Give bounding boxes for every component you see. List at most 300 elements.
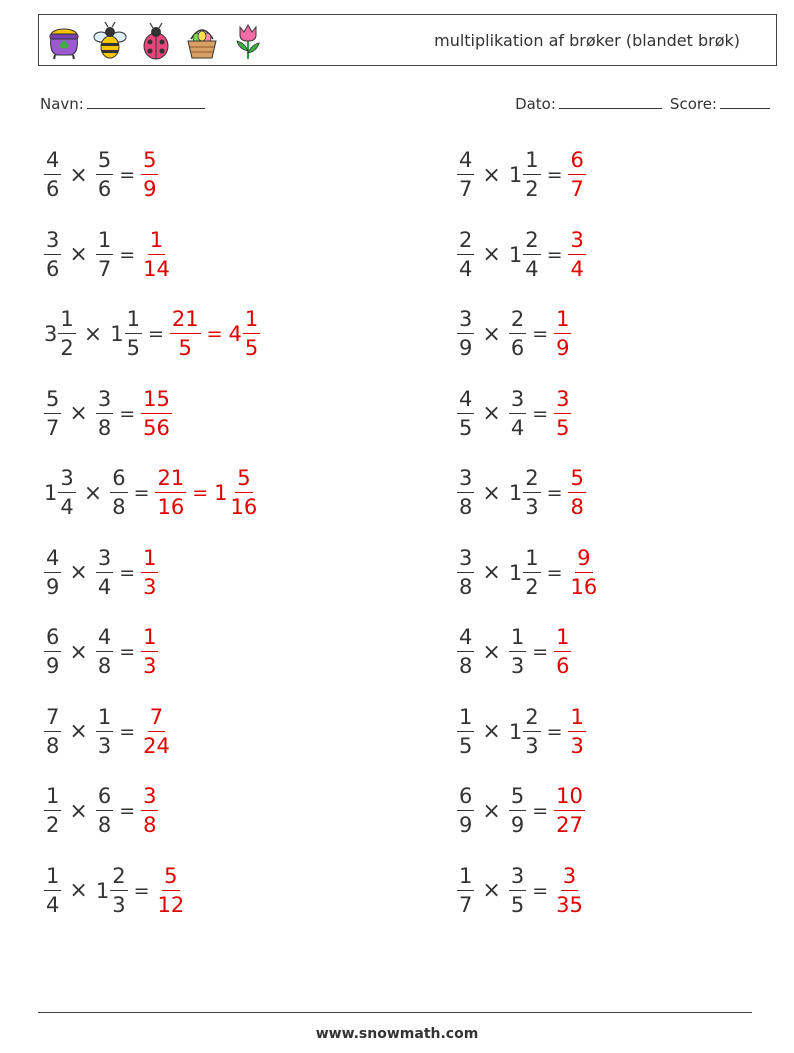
fraction	[457, 227, 474, 281]
denominator: 4	[525, 256, 539, 281]
denominator: 6	[556, 654, 570, 678]
fraction	[509, 863, 526, 917]
fraction	[96, 227, 113, 281]
mixed-number	[110, 309, 142, 359]
equals-sign: =	[546, 164, 563, 186]
numerator: 3	[96, 548, 113, 573]
fraction	[509, 786, 526, 836]
denominator: 8	[459, 654, 473, 678]
numerator: 5	[509, 786, 526, 811]
whole-part: 1	[508, 719, 523, 744]
numerator: 5	[162, 866, 179, 891]
fraction	[44, 704, 61, 758]
equals-sign: =	[206, 323, 223, 345]
numerator: 1	[96, 230, 113, 255]
fraction	[44, 150, 61, 200]
denominator: 6	[510, 336, 525, 360]
answer	[554, 863, 585, 917]
name-label: Navn:	[40, 95, 84, 113]
numerator: 1	[141, 548, 158, 573]
fraction	[523, 227, 540, 281]
equals-sign: =	[532, 323, 549, 345]
equals-sign: =	[532, 402, 549, 425]
numerator: 1	[457, 866, 474, 891]
whole-part: 1	[214, 481, 228, 505]
answer	[554, 386, 571, 440]
denominator: 2	[46, 813, 60, 837]
numerator: 5	[96, 150, 113, 175]
fraction	[457, 545, 474, 599]
fraction	[96, 786, 113, 836]
numerator: 4	[44, 150, 61, 175]
denominator: 9	[510, 813, 525, 837]
problem-15	[44, 697, 172, 767]
denominator: 8	[459, 574, 473, 599]
answer	[141, 786, 158, 836]
numerator: 5	[141, 150, 158, 175]
equals-sign: =	[546, 482, 563, 504]
equals-sign: =	[546, 720, 563, 743]
numerator: 3	[141, 786, 158, 811]
fraction	[58, 309, 75, 359]
denominator: 9	[459, 813, 473, 837]
denominator: 4	[510, 415, 525, 440]
times-sign: ×	[83, 321, 103, 347]
numerator: 4	[457, 627, 474, 652]
numerator: 10	[554, 786, 585, 811]
numerator: 2	[523, 707, 540, 732]
times-sign: ×	[69, 560, 88, 585]
times-sign: ×	[69, 401, 88, 426]
fraction	[96, 704, 113, 758]
numerator: 9	[575, 548, 592, 573]
equals-sign: =	[119, 164, 136, 186]
tulip-icon	[229, 21, 267, 61]
whole-part: 4	[228, 322, 242, 346]
denominator: 5	[178, 336, 192, 360]
whole-part: 1	[508, 560, 523, 585]
fraction	[457, 704, 474, 758]
equals-sign: =	[192, 482, 209, 504]
numerator: 2	[523, 468, 540, 493]
fraction	[568, 545, 599, 599]
denominator: 2	[525, 177, 539, 201]
pot-of-gold-icon	[45, 21, 83, 61]
denominator: 27	[556, 813, 583, 837]
equals-sign: =	[119, 720, 136, 743]
fraction	[44, 386, 61, 440]
fraction	[523, 150, 540, 200]
fraction	[141, 150, 158, 200]
denominator: 9	[143, 177, 157, 201]
numerator: 4	[44, 548, 61, 573]
denominator: 8	[459, 495, 473, 519]
denominator: 24	[143, 733, 170, 758]
numerator: 1	[243, 309, 260, 334]
fraction	[554, 786, 585, 836]
answer	[568, 468, 585, 518]
numerator: 2	[110, 866, 127, 891]
fraction	[457, 309, 474, 359]
times-sign: ×	[69, 639, 88, 665]
denominator: 5	[510, 892, 525, 917]
equals-sign: =	[532, 800, 549, 822]
fraction	[141, 545, 158, 599]
fraction	[125, 309, 142, 359]
denominator: 16	[230, 495, 258, 519]
problem-4	[457, 220, 586, 290]
denominator: 8	[143, 813, 157, 837]
numerator: 3	[457, 548, 474, 573]
equals-sign: =	[546, 561, 563, 584]
mixed-answer	[214, 468, 259, 518]
numerator: 6	[457, 786, 474, 811]
fraction	[96, 150, 113, 200]
mixed-number	[44, 468, 76, 518]
numerator: 3	[58, 468, 75, 493]
answer	[155, 468, 259, 518]
footer-divider	[38, 1012, 752, 1013]
problem-17	[44, 776, 158, 846]
mixed-number	[95, 863, 128, 917]
answer	[568, 704, 585, 758]
denominator: 5	[459, 415, 473, 440]
fraction	[457, 627, 474, 677]
fraction	[554, 309, 571, 359]
easter-basket-icon	[183, 21, 221, 61]
numerator: 3	[457, 468, 474, 493]
denominator: 14	[143, 256, 170, 281]
fraction	[96, 386, 113, 440]
numerator: 4	[457, 389, 474, 414]
whole-part: 1	[95, 878, 110, 903]
fraction	[155, 468, 186, 518]
fraction	[96, 545, 113, 599]
times-sign: ×	[482, 798, 501, 824]
problem-12	[457, 538, 599, 608]
numerator: 1	[141, 627, 158, 652]
numerator: 15	[141, 389, 172, 414]
equals-sign: =	[119, 243, 136, 266]
fraction	[457, 863, 474, 917]
numerator: 1	[568, 707, 585, 732]
name-field	[40, 94, 205, 113]
answer	[554, 786, 585, 836]
fraction	[554, 627, 571, 677]
numerator: 21	[170, 309, 201, 334]
numerator: 1	[509, 627, 526, 652]
mixed-number	[508, 227, 541, 281]
numerator: 1	[554, 627, 571, 652]
fraction	[568, 468, 585, 518]
denominator: 6	[97, 177, 112, 201]
numerator: 7	[148, 707, 165, 732]
date-score-field	[515, 94, 770, 113]
problem-20	[457, 856, 585, 926]
denominator: 16	[570, 574, 598, 599]
denominator: 56	[143, 415, 170, 440]
times-sign: ×	[482, 321, 501, 347]
numerator: 4	[96, 627, 113, 652]
date-line[interactable]	[559, 94, 662, 109]
header-icons	[45, 21, 267, 61]
numerator: 5	[235, 468, 252, 493]
times-sign: ×	[69, 878, 88, 903]
denominator: 5	[459, 733, 473, 758]
numerator: 3	[509, 389, 526, 414]
whole-part: 1	[44, 481, 58, 505]
denominator: 2	[525, 574, 539, 599]
denominator: 7	[459, 892, 473, 917]
denominator: 12	[157, 892, 185, 917]
numerator: 5	[44, 389, 61, 414]
denominator: 4	[97, 574, 112, 599]
name-line[interactable]	[87, 94, 205, 109]
denominator: 7	[97, 256, 112, 281]
problem-13	[44, 617, 158, 687]
numerator: 2	[457, 230, 474, 255]
fraction	[141, 786, 158, 836]
denominator: 9	[556, 336, 570, 360]
denominator: 5	[556, 415, 570, 440]
times-sign: ×	[482, 162, 501, 188]
fraction	[509, 627, 526, 677]
denominator: 7	[570, 177, 584, 201]
numerator: 3	[561, 866, 578, 891]
denominator: 35	[556, 892, 583, 917]
denominator: 6	[46, 177, 60, 201]
numerator: 1	[148, 230, 165, 255]
numerator: 3	[457, 309, 474, 334]
answer	[554, 627, 571, 677]
numerator: 3	[509, 866, 526, 891]
times-sign: ×	[482, 878, 501, 903]
problem-16	[457, 697, 586, 767]
denominator: 8	[112, 495, 126, 519]
answer	[141, 704, 172, 758]
denominator: 4	[60, 495, 74, 519]
answer	[155, 863, 186, 917]
mixed-number	[508, 545, 541, 599]
answer	[141, 386, 172, 440]
numerator: 3	[44, 230, 61, 255]
numerator: 7	[44, 707, 61, 732]
problem-1	[44, 140, 158, 210]
numerator: 6	[44, 627, 61, 652]
denominator: 8	[97, 813, 112, 837]
numerator: 6	[96, 786, 113, 811]
numerator: 1	[125, 309, 142, 334]
answer	[568, 150, 585, 200]
mixed-answer	[229, 309, 261, 359]
denominator: 8	[46, 733, 60, 758]
problem-5	[44, 299, 260, 369]
equals-sign: =	[133, 482, 150, 504]
times-sign: ×	[69, 242, 88, 267]
problem-10	[457, 458, 586, 528]
mixed-number	[508, 704, 541, 758]
bee-icon	[91, 21, 129, 61]
score-label: Score:	[669, 95, 717, 113]
denominator: 3	[525, 733, 539, 758]
numerator: 5	[568, 468, 585, 493]
whole-part: 3	[44, 322, 58, 346]
fraction	[110, 863, 127, 917]
numerator: 21	[155, 468, 186, 493]
denominator: 5	[126, 336, 140, 360]
fraction	[170, 309, 201, 359]
fraction	[141, 227, 172, 281]
denominator: 8	[97, 415, 112, 440]
denominator: 4	[46, 892, 60, 917]
denominator: 3	[97, 733, 112, 758]
fraction	[243, 309, 260, 359]
numerator: 1	[58, 309, 75, 334]
numerator: 1	[44, 866, 61, 891]
fraction	[141, 627, 158, 677]
date-label: Dato:	[515, 95, 556, 113]
numerator: 6	[110, 468, 127, 493]
fraction	[96, 627, 113, 677]
answer	[170, 309, 260, 359]
answer	[568, 227, 585, 281]
numerator: 1	[44, 786, 61, 811]
fraction	[457, 150, 474, 200]
times-sign: ×	[83, 480, 103, 506]
equals-sign: =	[546, 243, 563, 266]
times-sign: ×	[482, 719, 501, 744]
denominator: 9	[46, 574, 60, 599]
problem-3	[44, 220, 172, 290]
mixed-number	[44, 309, 76, 359]
denominator: 6	[46, 256, 60, 281]
denominator: 9	[46, 654, 60, 678]
answer	[141, 227, 172, 281]
equals-sign: =	[119, 641, 136, 663]
fraction	[568, 150, 585, 200]
times-sign: ×	[482, 560, 501, 585]
equals-sign: =	[532, 879, 549, 902]
times-sign: ×	[482, 480, 501, 506]
mixed-number	[509, 150, 541, 200]
denominator: 9	[459, 336, 473, 360]
fraction	[523, 545, 540, 599]
whole-part: 1	[508, 242, 523, 267]
answer	[554, 309, 571, 359]
denominator: 3	[143, 654, 157, 678]
numerator: 1	[457, 707, 474, 732]
fraction	[110, 468, 127, 518]
footer-url: www.snowmath.com	[315, 1026, 479, 1042]
denominator: 8	[570, 495, 584, 519]
whole-part: 1	[110, 322, 124, 346]
fraction	[229, 468, 260, 518]
times-sign: ×	[482, 639, 501, 665]
denominator: 3	[143, 574, 157, 599]
problem-18	[457, 776, 585, 846]
times-sign: ×	[69, 798, 88, 824]
numerator: 2	[509, 309, 526, 334]
problem-19	[44, 856, 186, 926]
fraction	[568, 704, 585, 758]
numerator: 3	[568, 230, 585, 255]
denominator: 7	[46, 415, 60, 440]
answer	[141, 150, 158, 200]
problem-11	[44, 538, 158, 608]
fraction	[44, 227, 61, 281]
numerator: 3	[554, 389, 571, 414]
header-box	[38, 14, 777, 66]
times-sign: ×	[482, 401, 501, 426]
problem-2	[457, 140, 586, 210]
denominator: 7	[459, 177, 473, 201]
fraction	[457, 786, 474, 836]
numerator: 1	[523, 548, 540, 573]
denominator: 3	[525, 495, 539, 519]
problem-7	[44, 379, 172, 449]
equals-sign: =	[147, 323, 164, 345]
numerator: 2	[523, 230, 540, 255]
numerator: 1	[554, 309, 571, 334]
numerator: 1	[96, 707, 113, 732]
fraction	[523, 704, 540, 758]
numerator: 4	[457, 150, 474, 175]
fraction	[44, 786, 61, 836]
equals-sign: =	[119, 402, 136, 425]
fraction	[568, 227, 585, 281]
denominator: 8	[97, 654, 112, 678]
numerator: 1	[523, 150, 540, 175]
problem-9	[44, 458, 259, 528]
equals-sign: =	[119, 800, 136, 822]
fraction	[509, 309, 526, 359]
numerator: 6	[568, 150, 585, 175]
denominator: 16	[157, 495, 185, 519]
whole-part: 1	[508, 163, 523, 187]
fraction	[155, 863, 186, 917]
times-sign: ×	[69, 162, 88, 188]
fraction	[523, 468, 540, 518]
equals-sign: =	[532, 641, 549, 663]
fraction	[554, 386, 571, 440]
fraction	[44, 863, 61, 917]
fraction	[457, 386, 474, 440]
answer	[141, 627, 158, 677]
score-line[interactable]	[720, 94, 770, 109]
equals-sign: =	[119, 561, 136, 584]
mixed-number	[509, 468, 541, 518]
whole-part: 1	[508, 481, 523, 505]
denominator: 2	[60, 336, 74, 360]
fraction	[141, 386, 172, 440]
fraction	[44, 545, 61, 599]
answer	[141, 545, 158, 599]
denominator: 3	[570, 733, 584, 758]
fraction	[141, 704, 172, 758]
problem-8	[457, 379, 571, 449]
denominator: 4	[459, 256, 473, 281]
fraction	[554, 863, 585, 917]
worksheet-title: multiplikation af brøker (blandet brøk)	[434, 31, 740, 50]
denominator: 3	[112, 892, 126, 917]
problem-14	[457, 617, 571, 687]
answer	[568, 545, 599, 599]
fraction	[509, 386, 526, 440]
numerator: 3	[96, 389, 113, 414]
problem-6	[457, 299, 571, 369]
denominator: 3	[510, 654, 525, 678]
denominator: 4	[570, 256, 584, 281]
